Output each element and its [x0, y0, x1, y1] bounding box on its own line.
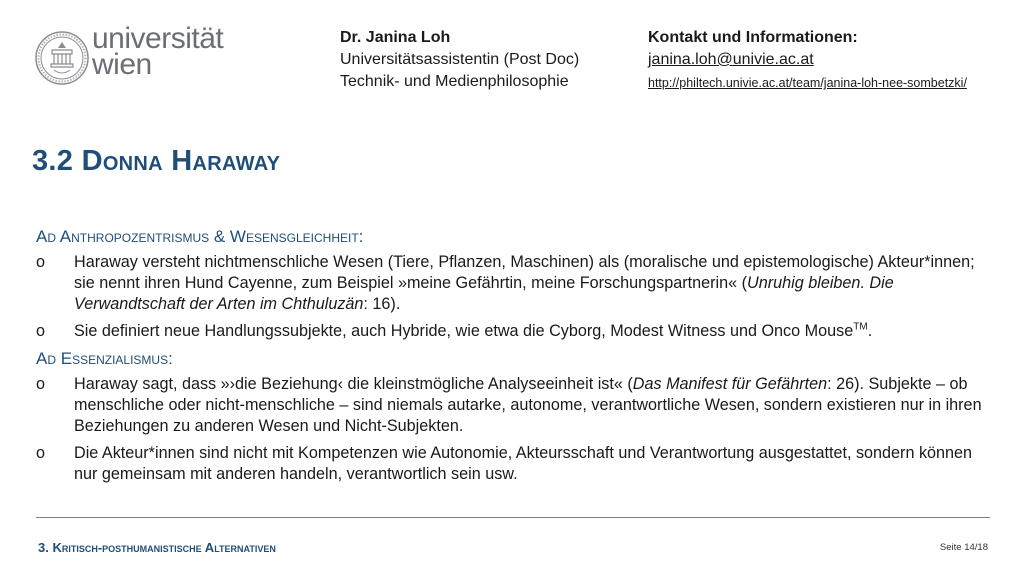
logo-line-1: universität — [92, 22, 224, 55]
bullet-marker: o — [36, 375, 46, 393]
slide-content — [36, 226, 986, 491]
contact-heading: Kontakt und Informationen: — [648, 29, 858, 46]
author-name: Dr. Janina Loh — [340, 29, 451, 46]
contact-info — [648, 27, 967, 93]
list-item — [36, 443, 986, 485]
list-item — [36, 321, 986, 342]
page-number: Seite 14/18 — [939, 542, 988, 553]
bullet-text: Haraway sagt, dass »›die Beziehung‹ die kleinstmögliche Analyseeinheit ist« ( — [74, 375, 633, 393]
reference-title: Unruhig bleiben. Die Verwandtschaft der Arten im Chthuluzän — [74, 274, 894, 313]
bullet-text-end: : 26). Subjekte – ob menschliche oder nicht-menschliche – sind niemals autarke, autonome, verantwortliche Wesen, sondern existieren nur in ihren Beziehungen zu anderen Wesen und Nicht-Subjekten. — [74, 375, 982, 435]
bullet-marker: o — [36, 322, 46, 340]
trademark-sup: TM — [853, 321, 868, 333]
bullet-marker: o — [36, 253, 46, 271]
reference-title: Das Manifest für Gefährten — [632, 375, 828, 393]
university-wordmark — [92, 22, 224, 81]
university-logo — [34, 22, 234, 90]
section-heading-anthropocentrism: Ad Anthropozentrismus & Wesensgleichheit: — [36, 227, 364, 246]
list-item — [36, 252, 986, 315]
email-link[interactable]: janina.loh@univie.ac.at — [648, 51, 814, 68]
logo-line-2: wien — [92, 48, 152, 81]
author-department: Technik- und Medienphilosophie — [340, 73, 569, 90]
author-role: Universitätsassistentin (Post Doc) — [340, 51, 580, 68]
footer-section-title: 3. Kritisch-posthumanistische Alternativen — [38, 540, 276, 555]
slide-title: 3.2 Donna Haraway — [32, 145, 281, 177]
bullet-text-end: : 16). — [363, 295, 401, 313]
bullet-text: Haraway versteht nichtmenschliche Wesen (Tiere, Pflanzen, Maschinen) als (moralische und epistemologische) Akteur*innen; sie nennt ihren Hund Cayenne, zum Beispiel »meine Gefährtin, meine Forschungspartnerin« ( — [74, 253, 975, 292]
bullet-text-end: . — [867, 322, 873, 340]
bullet-text: Sie definiert neue Handlungssubjekte, auch Hybride, wie etwa die Cyborg, Modest Witness und Onco Mouse — [74, 322, 854, 340]
list-item — [36, 374, 986, 437]
bullet-text: Die Akteur*innen sind nicht mit Kompetenzen wie Autonomie, Akteursschaft und Verantwortung ausgestattet, sondern können nur gemeinsam mit anderen handeln, verantwortlich sein usw. — [74, 444, 973, 483]
section-heading-essentialism: Ad Essenzialismus: — [36, 349, 173, 368]
website-link[interactable]: http://philtech.univie.ac.at/team/janina-loh-nee-sombetzki/ — [648, 76, 967, 90]
university-seal-icon — [34, 30, 90, 86]
footer-divider — [36, 517, 990, 518]
bullet-marker: o — [36, 444, 46, 462]
author-info — [340, 27, 579, 93]
